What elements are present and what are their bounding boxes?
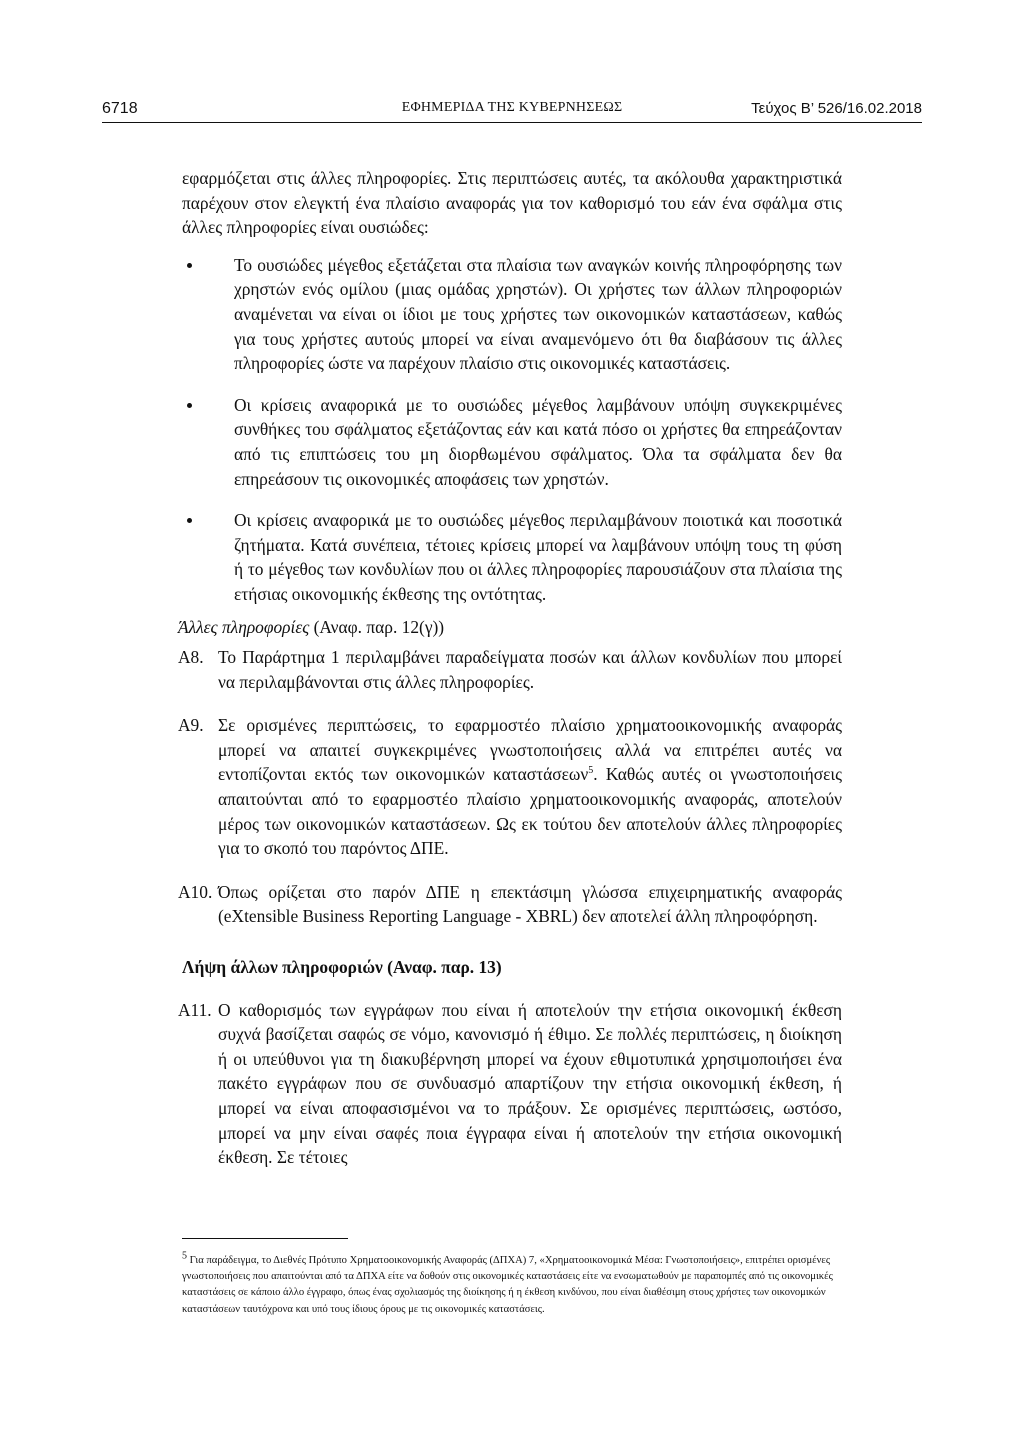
intro-paragraph: εφαρμόζεται στις άλλες πληροφορίες. Στις περιπτώσεις αυτές, τα ακόλουθα χαρακτηριστικά παρέχουν στον ελεγκτή ένα πλαίσιο αναφοράς για τον καθορισμό του εάν ένα σφάλμα στις άλλες πληροφορίες είναι ουσιώδες: xyxy=(182,168,842,238)
subheading-ref: (Αναφ. παρ. 12(γ)) xyxy=(309,616,445,637)
page-header xyxy=(102,96,922,123)
footnote-ref[interactable]: 5 xyxy=(588,765,594,777)
page-number: 6718 xyxy=(102,100,138,117)
footnote xyxy=(182,1250,842,1318)
footnote-mark: 5 xyxy=(182,1250,187,1262)
criteria-list xyxy=(182,253,842,607)
paragraph-text-part: . Καθώς αυτές οι γνωστοποιήσεις απαιτούνται από το εφαρμοστέο πλαίσιο χρηματοοικονομικής αναφοράς, αποτελούν μέρος των οικονομικών καταστάσεων. Ως εκ τούτου δεν αποτελούν άλλες πληροφορίες για το σκοπό του παρόντος ΔΠΕ. xyxy=(218,764,842,859)
issue-info: Τεύχος Β’ 526/16.02.2018 xyxy=(751,100,922,117)
document-body xyxy=(178,166,842,1189)
bullet-icon xyxy=(187,263,192,268)
bullet-icon xyxy=(187,403,192,408)
list-item-text: Οι κρίσεις αναφορικά με το ουσιώδες μέγεθος περιλαμβάνουν ποιοτικά και ποσοτικά ζητήματα. Κατά συνέπεια, τέτοιες κρίσεις μπορεί να λαμβάνουν υπόψη τους τη φύση ή το μέγεθος των κονδυλίων που οι άλλες πληροφορίες παρουσιάζουν στα πλαίσια της ετήσιας οικονομικής έκθεσης της οντότητας. xyxy=(234,510,842,604)
paragraph-text: Όπως ορίζεται στο παρόν ΔΠΕ η επεκτάσιμη γλώσσα επιχειρηματικής αναφοράς (eXtensible Business Reporting Language - XBRL) δεν αποτελεί άλλη πληροφόρηση. xyxy=(218,881,842,927)
list-item xyxy=(182,393,842,491)
list-item-text: Οι κρίσεις αναφορικά με το ουσιώδες μέγεθος λαμβάνουν υπόψη συγκεκριμένες συνθήκες του σφάλματος εξετάζοντας εάν και κατά πόσο οι χρήστες θα επηρεάζονταν από τις επιπτώσεις του μη διορθωμένου σφάλματος. Όλα τα σφάλματα δεν θα επηρεάσουν τις οικονομικές αποφάσεις των χρηστών. xyxy=(234,394,842,489)
footnote-text: Για παράδειγμα, το Διεθνές Πρότυπο Χρηματοοικονομικής Αναφοράς (ΔΠΧΑ) 7, «Χρηματοοικονομικά Μέσα: Γνωστοποιήσεις», επιτρέπει ορισμένες γνωστοποιήσεις που απαιτούνται από τα ΔΠΧΑ είτε να δοθούν στις οικονομικές καταστάσεις είτε να ενσωματωθούν με παραπομπές από τις οικονομικές καταστάσεις σε κάποιο άλλο έγγραφο, όπως ένας σχολιασμός της διοίκησης ή η έκθεση κινδύνου, που είναι διαθέσιμη στους χρήστες των οικονομικών καταστάσεων ταυτόχρονα και υπό τους ίδιους όρους με τις οικονομικές καταστάσεις. xyxy=(182,1255,833,1315)
paragraph-text-part: Σε ορισμένες περιπτώσεις, το εφαρμοστέο πλαίσιο χρηματοοικονομικής αναφοράς μπορεί να απαιτεί συγκεκριμένες γνωστοποιήσεις αλλά να επιτρέπει αυτές να εντοπίζονται εκτός των οικονομικών καταστάσεων xyxy=(218,715,842,785)
list-item xyxy=(182,253,842,376)
subheading-title: Άλλες πληροφορίες xyxy=(178,616,310,637)
paragraph-number: A8. xyxy=(178,647,204,668)
paragraph-number: A11. xyxy=(178,999,212,1020)
subheading xyxy=(178,615,842,640)
bullet-icon xyxy=(187,518,192,523)
paragraph-text: Ο καθορισμός των εγγράφων που είναι ή αποτελούν την ετήσια οικονομική έκθεση συχνά βασίζεται σαφώς σε νόμο, κανονισμό ή έθιμο. Σε πολλές περιπτώσεις, η διοίκηση ή οι υπεύθυνοι για τη διακυβέρνηση μπορεί να έχουν εθιμοτυπικά χρησιμοποιήσει ένα πακέτο εγγράφων που σε συνδυασμό απαρτίζουν την ετήσια οικονομική έκθεση, ή μπορεί να είναι αποφασισμένοι να το πράξουν. Σε ορισμένες περιπτώσεις, ωστόσο, μπορεί να μην είναι σαφές ποια έγγραφα είναι ή αποτελούν την ετήσια οικονομική έκθεση. Σε τέτοιες xyxy=(218,999,842,1168)
paragraph-a8 xyxy=(178,645,842,694)
paragraph-a9 xyxy=(178,713,842,861)
list-item xyxy=(182,508,842,606)
paragraph-text xyxy=(218,713,842,861)
footnote-divider xyxy=(182,1238,348,1239)
paragraph-a10 xyxy=(178,880,842,929)
paragraph-number: A10. xyxy=(178,881,213,902)
paragraph-number: A9. xyxy=(178,715,204,736)
paragraph-a11 xyxy=(178,998,842,1170)
section-heading: Λήψη άλλων πληροφοριών (Αναφ. παρ. 13) xyxy=(182,957,502,978)
paragraph-text: Το Παράρτημα 1 περιλαμβάνει παραδείγματα ποσών και άλλων κονδυλίων που μπορεί να περιλαμβάνονται στις άλλες πληροφορίες. xyxy=(218,647,842,692)
gazette-title: ΕΦΗΜΕΡΙΔΑ ΤΗΣ ΚΥΒΕΡΝΗΣΕΩΣ xyxy=(401,100,623,115)
list-item-text: Το ουσιώδες μέγεθος εξετάζεται στα πλαίσια των αναγκών κοινής πληροφόρησης των χρηστών ενός ομίλου (μιας ομάδας χρηστών). Οι χρήστες των άλλων πληροφοριών αναμένεται να είναι οι ίδιοι με τους χρήστες των οικονομικών καταστάσεων, καθώς για τους χρήστες αυτούς μπορεί να είναι αναμενόμενο ότι θα διαβάσουν τις άλλες πληροφορίες ώστε να παρέχουν πλαίσιο στις οικονομικές καταστάσεις. xyxy=(234,254,842,374)
